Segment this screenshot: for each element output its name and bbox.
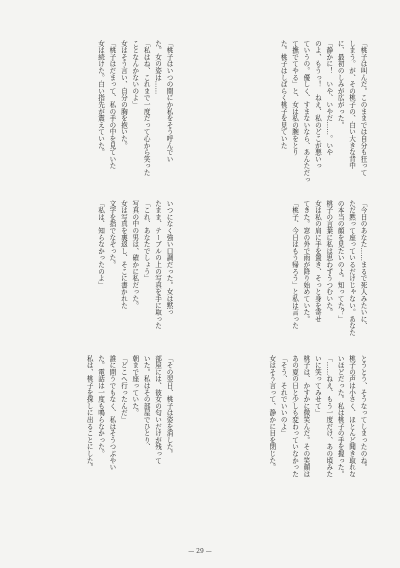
- text-line: いた。私はその部屋でひとり、: [142, 355, 151, 451]
- text-line: 「桃子はいつの間にか私をそう呼んでい: [165, 40, 173, 163]
- text-line: 桃子は、かすかに微笑んだ。その笑顔は: [301, 355, 310, 478]
- text-line: 桃子の声は小さく、ほとんど聞き取れな: [347, 355, 356, 478]
- text-line: 「桃子は叫んだ。このままでは自分も狂って: [359, 40, 367, 176]
- text-block-bottom-right: [178, 355, 368, 530]
- text-line: の本当の顔を見たいのよ。知ってた？」: [336, 200, 345, 323]
- text-line: に、最初のしみが広がった。: [336, 40, 345, 129]
- text-line: たまま、テーブルの上の写真を手に取った: [153, 200, 162, 330]
- text-line: のよ、もうっ！ ねえ、私のどこが悪いっ: [313, 40, 322, 170]
- text-line: あの夏の日と少しも変わっていなかった: [290, 355, 299, 478]
- text-line: 「どこへ行ったんだ」: [119, 355, 128, 423]
- text-line: 「その翌日、桃子は姿を消した。: [165, 355, 173, 457]
- page-number: — 29 —: [188, 548, 212, 555]
- text-line: 朝まで座っていた。: [130, 355, 139, 417]
- text-line: 「桃子、今日はもう帰ろう」と私は言った: [290, 200, 299, 330]
- text-line: しまう。が、その桃子の、白い大きな背中: [347, 40, 356, 170]
- text-block-middle-right: [178, 200, 368, 345]
- text-line: 「桃子はだまって、私の手の中を見ていた: [107, 40, 116, 170]
- text-block-top-left: [14, 40, 174, 190]
- text-line: 私は、桃子を探しに出ることにした。: [85, 355, 94, 471]
- text-line: て撫でてやる」と、女は私の腕をとり: [290, 40, 299, 156]
- text-block-top-right: [178, 40, 368, 190]
- text-line: 女は私の肩に手を置き、そっと身を寄せ: [313, 200, 322, 323]
- text-line: 写真の中の男は、確かに私だった。: [130, 200, 139, 309]
- text-block-bottom-left: [14, 355, 174, 530]
- text-line: た。桃子はしばらく桃子を見ていた: [279, 40, 288, 149]
- text-line: ことなんかないのよ」: [130, 40, 139, 108]
- text-line: 桃子の言葉に私は思わずうつむいた。: [324, 200, 333, 316]
- text-line: 「私はね、これまで一度だって心から笑った: [142, 40, 151, 176]
- text-line: 「今日のあなた……まるで死人みたいに、: [359, 200, 367, 330]
- text-line: 「……ねえ、もう一度だけ、あの頃みた: [324, 355, 333, 478]
- text-line: た。電話は一度も鳴らなかった。: [96, 355, 105, 457]
- text-line: 文字を指でなぞった。: [107, 200, 116, 268]
- text-line: 女は写真を裏返し、そこに書かれた: [119, 200, 128, 309]
- text-line: 「これ、あなたでしょう」: [142, 200, 151, 282]
- text-block-middle-left: [14, 200, 174, 345]
- text-line: 誰に問うでもなく、私はそうつぶやい: [107, 355, 116, 471]
- text-line: いほどだった。私は桃子の手を握った。: [336, 355, 345, 478]
- text-line: ていうの。優しく、すまないなら、あんただっ: [301, 40, 310, 183]
- text-line: 女はそう言って、静かに目を閉じた。: [267, 355, 276, 471]
- text-line: いつになく強い口調だった。女は黙っ: [165, 200, 173, 316]
- text-line: 女は続けた。白い指先が震えていた。: [96, 40, 105, 156]
- text-line: 女はそう言い、自分の胸を抱いた。: [119, 40, 128, 149]
- text-line: 「私は、知らなかったのよ」: [96, 200, 105, 289]
- text-line: た。女の姿は……: [153, 40, 162, 95]
- text-line: とうとう、そうなってしまったのね。: [359, 355, 367, 471]
- text-line: 部屋には、彼女の匂いだけが残って: [153, 355, 162, 464]
- text-line: いに笑ってみせて」: [313, 355, 322, 417]
- text-line: ただ黙って座っているだけじゃない。あなた: [347, 200, 356, 336]
- text-line: 「そう、それでいいのよ」: [279, 355, 288, 437]
- text-line: 「静かに！ いや、いやだ……。いや: [324, 40, 333, 156]
- text-line: てきた。窓の外で雨が降り始めていた。: [301, 200, 310, 323]
